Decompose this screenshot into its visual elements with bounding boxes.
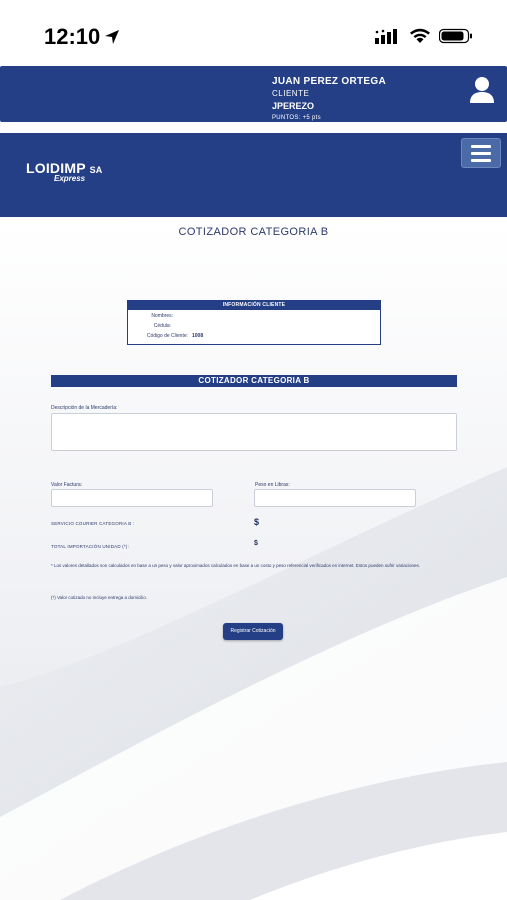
content — [0, 217, 507, 900]
description-label: Descripción de la Mercadería: — [51, 405, 118, 411]
hamburger-icon-bar — [471, 159, 491, 162]
client-info-row — [128, 320, 380, 330]
client-info-row — [128, 330, 380, 340]
battery-icon — [439, 28, 473, 44]
invoice-label: Valor Factura: — [51, 482, 83, 488]
user-bar — [0, 66, 507, 122]
client-code-value: 1008 — [192, 333, 204, 339]
user-login: JPEREZO — [272, 101, 315, 111]
client-id-label: Cédula: — [153, 323, 171, 329]
total-label: TOTAL IMPORTACIÓN UNIDAD (*): — [51, 544, 130, 549]
hamburger-icon-bar — [471, 152, 491, 155]
status-time: 12:10 — [44, 24, 101, 49]
signal-icon — [375, 28, 401, 44]
calculator-header: COTIZADOR CATEGORIA B — [51, 375, 457, 387]
logo-name: LOIDIMP — [26, 160, 86, 176]
logo-suffix: SA — [89, 165, 103, 175]
header-gap — [0, 122, 507, 133]
user-avatar-icon[interactable] — [469, 76, 495, 104]
wifi-icon — [409, 28, 431, 44]
menu-button[interactable] — [461, 138, 501, 168]
total-value: $ — [254, 540, 258, 547]
weight-input[interactable] — [254, 489, 416, 507]
status-icons — [375, 28, 473, 44]
logo[interactable] — [26, 160, 102, 183]
weight-label: Peso en Libras: — [255, 482, 290, 488]
status-bar — [0, 0, 507, 66]
courier-value: $ — [254, 517, 260, 527]
brand-bar — [0, 133, 507, 217]
user-points: PUNTOS: +5 pts — [272, 115, 321, 121]
client-info-row — [128, 310, 380, 320]
page-title: COTIZADOR CATEGORIA B — [178, 226, 329, 238]
register-quote-button[interactable]: Registrar Cotización — [223, 623, 283, 640]
location-arrow-icon — [103, 28, 121, 46]
description-textarea[interactable] — [51, 413, 457, 451]
hamburger-icon-bar — [471, 145, 491, 148]
invoice-input[interactable] — [51, 489, 213, 507]
user-role: CLIENTE — [272, 89, 310, 98]
client-info-header: INFORMACIÓN CLIENTE — [128, 301, 380, 310]
client-info-box — [127, 300, 381, 345]
user-info — [272, 76, 386, 124]
client-name-label: Nombres: — [151, 313, 173, 319]
user-name: JUAN PEREZ ORTEGA — [272, 76, 387, 87]
delivery-note: (*) Valor cotizado no incluye entrega a domicilio. — [51, 595, 147, 600]
courier-label: SERVICIO COURIER CATEGORIA B : — [51, 521, 135, 526]
disclaimer-note: * Los valores detallados son calculados en base a un peso y valor aproximados calculados en base a un costo y peso referencial verificados en internet. Estos pueden sufrir variaciones. — [51, 563, 420, 568]
logo-sub: Express — [54, 174, 86, 183]
client-code-label: Código de Cliente: — [146, 333, 188, 339]
